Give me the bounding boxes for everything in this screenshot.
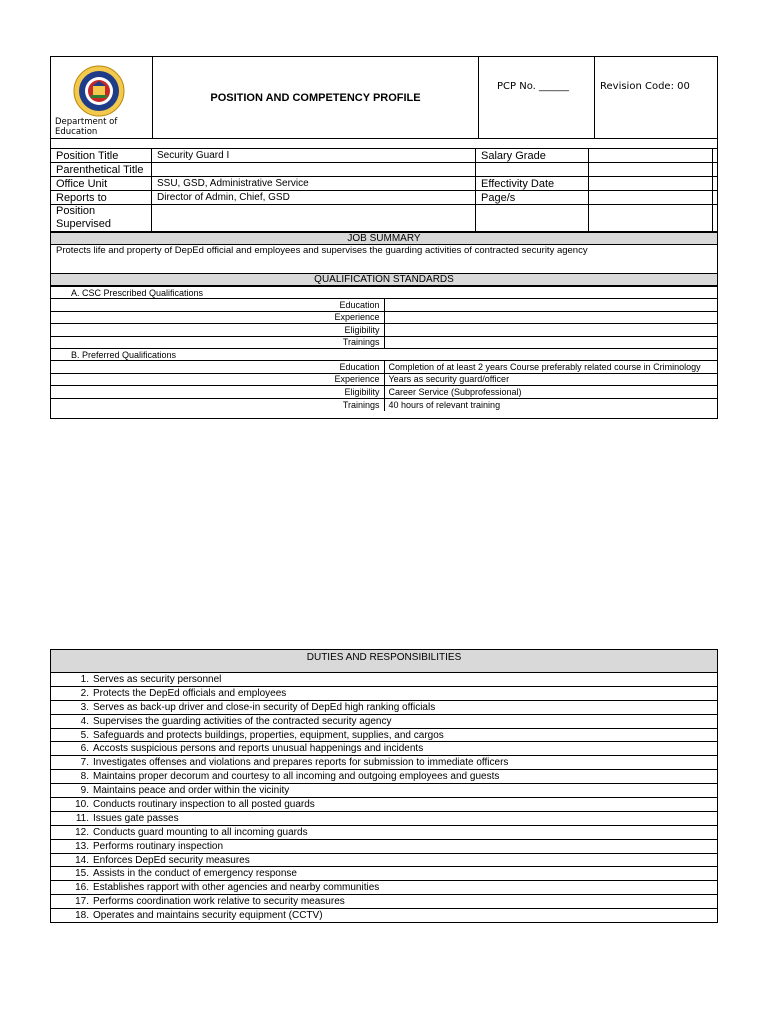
duty-item bbox=[51, 700, 717, 714]
duty-row bbox=[51, 714, 717, 728]
blank-cell bbox=[589, 205, 713, 232]
reports-to-value: Director of Admin, Chief, GSD bbox=[152, 191, 476, 205]
position-supervised-label: Position Supervised bbox=[51, 205, 152, 232]
preferred-experience-label: Experience bbox=[51, 373, 384, 386]
duty-number: 16. bbox=[75, 882, 89, 894]
duty-item bbox=[51, 714, 717, 728]
duty-number: 5. bbox=[80, 729, 89, 741]
job-summary-table bbox=[51, 232, 717, 286]
blank-cell bbox=[713, 177, 718, 191]
pcp-number: PCP No. ______ bbox=[479, 57, 595, 138]
duty-text: Maintains peace and order within the vicinity bbox=[93, 785, 290, 797]
preferred-education-value: Completion of at least 2 years Course preferably related course in Criminology bbox=[384, 361, 717, 374]
position-info-table bbox=[51, 148, 717, 232]
duty-number: 17. bbox=[75, 896, 89, 908]
preferred-education-label: Education bbox=[51, 361, 384, 374]
office-unit-label: Office Unit bbox=[51, 177, 152, 191]
job-summary-text: Protects life and property of DepEd official and employees and supervises the guarding activities of contracted security agency bbox=[51, 245, 717, 274]
duty-row bbox=[51, 673, 717, 686]
duty-item bbox=[51, 798, 717, 812]
pages-value bbox=[589, 191, 713, 205]
csc-experience-label: Experience bbox=[51, 311, 384, 324]
parenthetical-title-label: Parenthetical Title bbox=[51, 163, 152, 177]
csc-experience-value bbox=[384, 311, 717, 324]
duty-item bbox=[51, 811, 717, 825]
duty-text: Protects the DepEd officials and employees bbox=[93, 687, 287, 699]
duty-number: 6. bbox=[80, 743, 89, 755]
duty-row bbox=[51, 867, 717, 881]
csc-trainings-value bbox=[384, 336, 717, 349]
duty-item bbox=[51, 853, 717, 867]
duty-item bbox=[51, 784, 717, 798]
duty-row bbox=[51, 700, 717, 714]
blank-cell bbox=[713, 205, 718, 232]
duty-item bbox=[51, 770, 717, 784]
duty-number: 18. bbox=[75, 910, 89, 922]
duty-text: Issues gate passes bbox=[93, 812, 179, 824]
job-summary-heading: JOB SUMMARY bbox=[51, 233, 717, 245]
duties-heading: DUTIES AND RESPONSIBILITIES bbox=[51, 650, 717, 673]
duty-text: Investigates offenses and violations and prepares reports for submission to immediate officers bbox=[93, 757, 509, 769]
duty-text: Performs coordination work relative to security measures bbox=[93, 896, 345, 908]
duty-text: Establishes rapport with other agencies and nearby communities bbox=[93, 882, 380, 894]
preferred-eligibility-value: Career Service (Subprofessional) bbox=[384, 386, 717, 399]
effectivity-date-value bbox=[589, 177, 713, 191]
blank-cell bbox=[589, 163, 713, 177]
duty-number: 1. bbox=[80, 673, 89, 685]
duty-text: Assists in the conduct of emergency response bbox=[93, 868, 297, 880]
duty-text: Conducts guard mounting to all incoming guards bbox=[93, 826, 308, 838]
duty-item bbox=[51, 909, 717, 923]
duty-text: Enforces DepEd security measures bbox=[93, 854, 250, 866]
blank-cell bbox=[713, 149, 718, 163]
duty-text: Safeguards and protects buildings, properties, equipment, supplies, and cargos bbox=[93, 729, 444, 741]
preferred-eligibility-label: Eligibility bbox=[51, 386, 384, 399]
duty-row bbox=[51, 909, 717, 923]
duty-number: 4. bbox=[80, 715, 89, 727]
duty-row bbox=[51, 881, 717, 895]
preferred-qualifications-heading: B. Preferred Qualifications bbox=[51, 349, 717, 361]
blank-cell bbox=[476, 163, 589, 177]
revision-code: Revision Code: 00 bbox=[600, 81, 690, 92]
duty-text: Conducts routinary inspection to all posted guards bbox=[93, 798, 315, 810]
duty-row bbox=[51, 728, 717, 742]
duty-row bbox=[51, 825, 717, 839]
csc-trainings-label: Trainings bbox=[51, 336, 384, 349]
csc-qualifications-heading: A. CSC Prescribed Qualifications bbox=[51, 287, 717, 299]
duty-number: 12. bbox=[75, 826, 89, 838]
blank-cell bbox=[476, 205, 589, 232]
duty-row bbox=[51, 770, 717, 784]
duty-row bbox=[51, 784, 717, 798]
qualification-standards-table bbox=[51, 286, 717, 411]
duty-item bbox=[51, 673, 717, 686]
duty-row bbox=[51, 798, 717, 812]
duty-number: 8. bbox=[80, 771, 89, 783]
csc-education-label: Education bbox=[51, 299, 384, 312]
form-title: POSITION AND COMPETENCY PROFILE bbox=[153, 57, 479, 138]
office-unit-value: SSU, GSD, Administrative Service bbox=[152, 177, 476, 191]
logo-cell bbox=[51, 57, 153, 138]
duty-number: 13. bbox=[75, 840, 89, 852]
duty-number: 9. bbox=[80, 785, 89, 797]
duty-item bbox=[51, 867, 717, 881]
duty-text: Performs routinary inspection bbox=[93, 840, 224, 852]
duty-row bbox=[51, 742, 717, 756]
duty-item bbox=[51, 825, 717, 839]
duty-number: 15. bbox=[75, 868, 89, 880]
duties-list bbox=[51, 673, 717, 923]
duty-number: 14. bbox=[75, 854, 89, 866]
duty-number: 7. bbox=[80, 757, 89, 769]
duty-text: Maintains proper decorum and courtesy to all incoming and outgoing employees and guests bbox=[93, 771, 500, 783]
duty-text: Supervises the guarding activities of the contracted security agency bbox=[93, 715, 392, 727]
duty-item bbox=[51, 839, 717, 853]
preferred-trainings-label: Trainings bbox=[51, 398, 384, 411]
preferred-experience-value: Years as security guard/officer bbox=[384, 373, 717, 386]
duty-text: Accosts suspicious persons and reports unusual happenings and incidents bbox=[93, 743, 424, 755]
preferred-trainings-value: 40 hours of relevant training bbox=[384, 398, 717, 411]
position-profile-form bbox=[50, 56, 718, 419]
duty-row bbox=[51, 895, 717, 909]
duty-number: 10. bbox=[75, 798, 89, 810]
duty-row bbox=[51, 811, 717, 825]
duty-item bbox=[51, 686, 717, 700]
duty-item bbox=[51, 742, 717, 756]
blank-cell bbox=[713, 163, 718, 177]
duty-row bbox=[51, 839, 717, 853]
csc-eligibility-label: Eligibility bbox=[51, 324, 384, 337]
position-title-value: Security Guard I bbox=[152, 149, 476, 163]
form-header bbox=[51, 57, 717, 139]
duty-item bbox=[51, 881, 717, 895]
pages-label: Page/s bbox=[476, 191, 589, 205]
reports-to-label: Reports to bbox=[51, 191, 152, 205]
duty-text: Operates and maintains security equipment (CCTV) bbox=[93, 910, 323, 922]
csc-eligibility-value bbox=[384, 324, 717, 337]
duty-number: 11. bbox=[75, 812, 89, 824]
position-supervised-value bbox=[152, 205, 476, 232]
duty-item bbox=[51, 895, 717, 909]
duty-item bbox=[51, 728, 717, 742]
qualification-standards-heading: QUALIFICATION STANDARDS bbox=[51, 274, 717, 286]
duty-item bbox=[51, 756, 717, 770]
parenthetical-title-value bbox=[152, 163, 476, 177]
blank-cell bbox=[713, 191, 718, 205]
deped-seal-logo bbox=[73, 65, 125, 117]
csc-education-value bbox=[384, 299, 717, 312]
duty-row bbox=[51, 756, 717, 770]
effectivity-date-label: Effectivity Date bbox=[476, 177, 589, 191]
duty-text: Serves as security personnel bbox=[93, 673, 222, 685]
duty-row bbox=[51, 853, 717, 867]
duty-number: 2. bbox=[80, 687, 89, 699]
duties-responsibilities-box bbox=[50, 649, 718, 923]
salary-grade-value bbox=[589, 149, 713, 163]
duty-text: Serves as back-up driver and close-in security of DepEd high ranking officials bbox=[93, 701, 436, 713]
department-name: Department of Education bbox=[55, 117, 118, 137]
position-title-label: Position Title bbox=[51, 149, 152, 163]
salary-grade-label: Salary Grade bbox=[476, 149, 589, 163]
duty-number: 3. bbox=[80, 701, 89, 713]
duty-row bbox=[51, 686, 717, 700]
